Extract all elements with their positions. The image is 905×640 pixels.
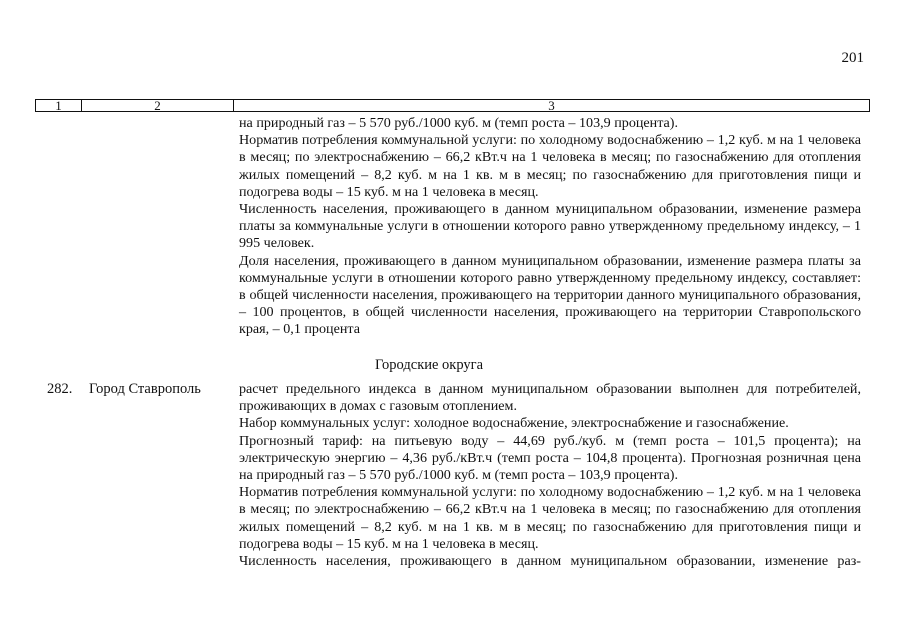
continued-entry-text: [239, 115, 861, 339]
paragraph: Норматив потребления коммунальной услуги: по холодному водоснабжению – 1,2 куб. м на 1 человека в месяц; по электроснабжению – 66,2 кВт.ч на 1 человека в месяц; по газоснабжению для отопления жилых помещений – 8,2 куб. м на 1 кв. м в месяц; по газоснабжению для приготовления пищи и подогрева воды – 15 куб. м на 1 человека в месяц.: [239, 132, 861, 200]
table-column-header: [35, 99, 870, 112]
entry-number: 282.: [47, 381, 73, 397]
paragraph: Прогнозный тариф: на питьевую воду – 44,69 руб./куб. м (темп роста – 101,5 процента); на электрическую энергию – 4,36 руб./кВт.ч (темп роста – 104,8 процента). Прогнозная розничная цена на природный газ – 5 570 руб./1000 куб. м (темп роста – 103,9 процента).: [239, 432, 861, 484]
paragraph: Норматив потребления коммунальной услуги: по холодному водоснабжению – 1,2 куб. м на 1 человека в месяц; по электроснабжению – 66,2 кВт.ч на 1 человека в месяц; по газоснабжению для отопления жилых помещений – 8,2 куб. м на 1 кв. м в месяц; по газоснабжению для приготовления пищи и подогрева воды – 15 куб. м на 1 человека в месяц.: [239, 484, 861, 552]
column-number-2: 2: [82, 100, 234, 111]
paragraph: на природный газ – 5 570 руб./1000 куб. м (темп роста – 103,9 процента).: [239, 115, 679, 131]
paragraph: расчет предельного индекса в данном муниципальном образовании выполнен для потребителей, проживающих в домах с газовым отоплением.: [239, 381, 861, 415]
paragraph: Численность населения, проживающего в данном муниципальном образовании, изменение раз-: [239, 553, 861, 570]
entry-city-name: Город Ставрополь: [89, 381, 201, 397]
paragraph: Доля населения, проживающего в данном муниципальном образовании, изменение размера платы за коммунальные услуги в отношении которого равно утвержденному предельному индексу, составляет: в общей численности населения, проживающего на территории данного муниципального образования, – 100 процентов, в общей численности населения, проживающего на территории Ставропольского края, – 0,1 процента: [239, 252, 861, 338]
section-heading: Городские округа: [374, 357, 484, 373]
page-number: 201: [841, 50, 864, 66]
column-number-3: 3: [548, 98, 555, 113]
paragraph: Численность населения, проживающего в данном муниципальном образовании, изменение размера платы за коммунальные услуги в отношении которого равно утвержденному предельному индексу, – 1 995 человек.: [239, 201, 861, 252]
entry-description: [239, 381, 861, 570]
paragraph: Набор коммунальных услуг: холодное водоснабжение, электроснабжение и газоснабжение.: [239, 415, 789, 432]
column-number-1: 1: [36, 100, 82, 111]
